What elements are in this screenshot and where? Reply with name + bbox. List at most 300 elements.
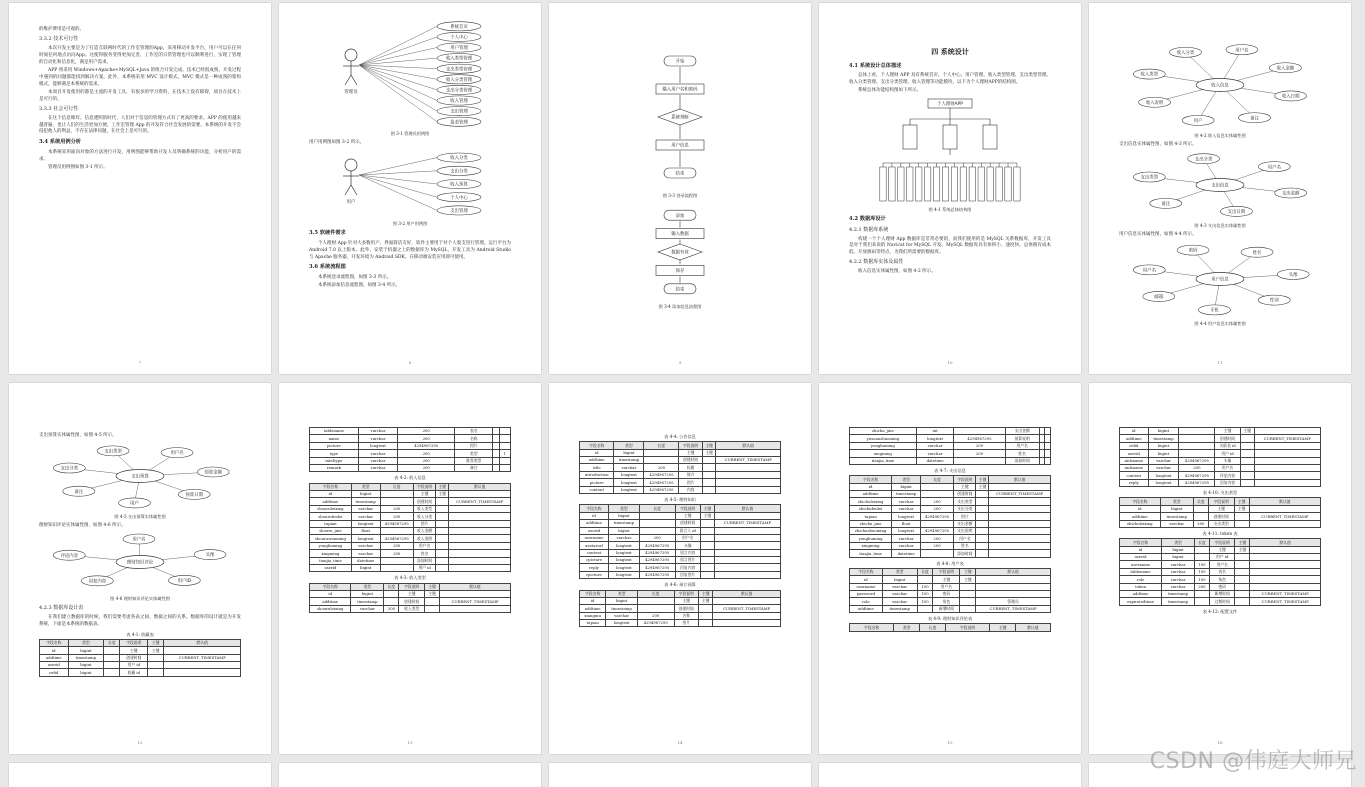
table-row [580, 479, 781, 486]
table-row [310, 535, 511, 542]
table-header-row [310, 583, 511, 590]
page-17[interactable] [9, 763, 271, 787]
table-cell: 200 [1179, 464, 1215, 471]
association-line [359, 65, 437, 122]
column-header: 字段说明 [413, 483, 435, 490]
column-header: 默认值 [714, 505, 780, 512]
table-cell: 200 [398, 464, 455, 471]
paragraph: 本系统登录流程图，如图 3-3 所示。 [318, 275, 392, 281]
paragraph: 理财知识评论实体属性图，如图 4-6 所示。 [39, 523, 126, 529]
table-cell: longtext [609, 557, 640, 564]
column-header: 默认值 [716, 442, 781, 449]
table-cell: picture [310, 442, 359, 449]
table-cell: 预算说明 [1005, 435, 1039, 442]
table-cell [449, 550, 511, 557]
table-cell: 4294967295 [639, 542, 675, 549]
table-cell: 密码 [1209, 583, 1235, 590]
table-cell [1045, 457, 1051, 464]
table-cell: 4294967295 [1179, 457, 1215, 464]
table-cell: timestamp [68, 654, 104, 661]
table-row [850, 591, 1051, 598]
table-cell [714, 512, 780, 519]
table-cell: 收入类型 [413, 505, 435, 512]
table-row [310, 457, 511, 464]
table-cell [436, 550, 449, 557]
column-header: 字段名称 [1120, 539, 1162, 546]
paragraph: 总体上看，个人理财 APP 具有系统首页、个人中心、用户管理、收入类型管理、支出类型管理、收入分类管理、支出分类管理、收入管理等功能模块，以下为个人理财APP的结构图。 [849, 73, 1051, 86]
table-cell [1235, 561, 1250, 568]
attribute-label: 性别 [1269, 298, 1279, 304]
section-heading: 3.3.3 社会可行性 [39, 105, 79, 112]
table-cell: 主键 [700, 512, 714, 519]
page-9[interactable] [549, 3, 811, 374]
table-cell: varchar [1162, 576, 1195, 583]
page-number: 7 [138, 360, 142, 365]
table-cell [976, 491, 989, 498]
table-cell: content [580, 486, 614, 493]
table-cell: content [580, 549, 609, 556]
table-row [850, 435, 1051, 442]
table-cell: 图片 [413, 520, 435, 527]
table-cell: 4294967295 [380, 535, 413, 542]
association-line [359, 171, 437, 175]
attribute-label: 密码 [1188, 248, 1198, 254]
table-cell: shouruleixing [310, 605, 351, 612]
table-cell: 创建时间 [1208, 513, 1234, 520]
section-heading: 4.2.2 数据库实体及属性 [849, 259, 904, 266]
paragraph: 用户用例图如图 3-2 所示。 [309, 140, 365, 146]
table-cell: longtext [358, 442, 397, 449]
column-header: 默认值 [1249, 498, 1320, 505]
table-cell [644, 457, 679, 464]
table-cell: id [40, 647, 69, 654]
column-header: 字段名称 [310, 483, 352, 490]
table-row [310, 513, 511, 520]
table-cell: 200 [380, 542, 413, 549]
table-cell: varchar [882, 583, 917, 590]
column-header: 主键 [1234, 498, 1249, 505]
column-header: 长度 [920, 476, 953, 483]
table-cell [380, 491, 413, 498]
table-row [40, 669, 241, 676]
table-row [580, 457, 781, 464]
column-header: 主键 [1235, 539, 1250, 546]
table-cell: varchar [609, 534, 640, 541]
table-cell: id [310, 591, 351, 598]
table-cell: id [1120, 546, 1162, 553]
table-cell [700, 557, 714, 564]
page-8[interactable] [279, 3, 541, 374]
column-header: 长度 [384, 583, 399, 590]
table-cell: varchar [1148, 457, 1179, 464]
table-row [850, 498, 1051, 505]
table-cell: 头像 [675, 542, 700, 549]
table-cell: addtime [580, 457, 614, 464]
table-cell: 角色 [933, 598, 960, 605]
page-18[interactable] [279, 763, 541, 787]
table-row [580, 471, 781, 478]
table-cell [380, 557, 413, 564]
table-row [40, 654, 241, 661]
table-cell: remark [310, 464, 359, 471]
table-cell: 4294967295 [639, 557, 675, 564]
leaf-module-box [951, 167, 957, 201]
table-row [1120, 472, 1321, 479]
table-cell: 内容 [679, 486, 702, 493]
table-caption: 表 4-6: 预订预算 [664, 582, 696, 588]
table-cell: CURRENT_TIMESTAMP [440, 598, 511, 605]
table-cell: varchar [351, 542, 380, 549]
page-16[interactable] [1089, 383, 1351, 754]
table-cell: 创建时间 [413, 498, 435, 505]
table-row [310, 505, 511, 512]
table-cell: id [850, 483, 892, 490]
table-cell [1194, 554, 1209, 561]
table-cell: varchar [1162, 583, 1195, 590]
table-cell [714, 571, 780, 578]
figure-caption: 图 4-2 收入信息实体属性图 [1194, 133, 1246, 138]
table-cell: refid [40, 669, 69, 676]
column-header: 字段说明 [945, 624, 989, 631]
table-cell [1240, 442, 1254, 449]
leaf-module-box [978, 167, 984, 201]
table-row [40, 647, 241, 654]
table-cell: varchar [1160, 520, 1193, 527]
column-header: 默认值 [1015, 624, 1050, 631]
table-cell: longtext [609, 564, 640, 571]
table-cell: 用户名 [1215, 464, 1240, 471]
actor-head-icon [345, 159, 357, 171]
table-cell: token [1120, 583, 1162, 590]
table-cell [380, 527, 413, 534]
table-cell: timestamp [606, 605, 638, 612]
table-cell: 4294967295 [920, 513, 953, 520]
table-cell: 主键 [674, 597, 699, 604]
table-cell [1254, 472, 1320, 479]
section-heading: 3.5 软硬件需求 [309, 230, 346, 237]
table-cell [1193, 505, 1208, 512]
table-cell: zhichu_jine [850, 520, 892, 527]
figure-caption: 图 3-4 添加信息流程图 [658, 304, 702, 310]
flow-node-label: 输入数据 [671, 232, 689, 238]
table-cell: 100 [917, 583, 933, 590]
flow-node-label: 添加 [675, 214, 685, 220]
page-number: 16 [1217, 740, 1223, 745]
table-row [850, 520, 1051, 527]
table-cell [1240, 464, 1254, 471]
table-row [1120, 513, 1321, 520]
comment-er-diagram [39, 530, 241, 594]
table-cell: 收入金额 [413, 527, 435, 534]
table-cell [989, 513, 1051, 520]
column-header: 类型 [892, 476, 921, 483]
table-cell [700, 571, 714, 578]
leaf-module-box [924, 167, 930, 201]
table-cell: picture [580, 479, 614, 486]
table-row [1120, 546, 1321, 553]
column-header: 字段名称 [40, 639, 69, 646]
paragraph: 本系统采用面向对象的方法进行开发，用例图能够帮助开发人员明确系统的功能，分析用户的需求。 [39, 149, 241, 162]
column-header: 类型 [609, 505, 640, 512]
continued-table [1119, 427, 1321, 487]
table-cell: bigint [351, 591, 384, 598]
figure-caption: 图 3-2 用户用例图 [392, 221, 428, 227]
table-cell: addtime [580, 605, 606, 612]
column-header: 默认值 [989, 476, 1051, 483]
page-19[interactable] [549, 763, 811, 787]
table-header-row [40, 639, 241, 646]
page-20[interactable] [819, 763, 1081, 787]
table-cell: timestamp [892, 491, 921, 498]
page-number: 12 [137, 740, 143, 745]
table-cell: 200 [1194, 583, 1209, 590]
table-cell: shouru_jine [310, 527, 352, 534]
table-cell: 用户 id [1215, 450, 1240, 457]
table-cell: longtext [916, 435, 954, 442]
table-cell: CURRENT_TIMESTAMP [1250, 591, 1321, 598]
table-cell: 4294967295 [1179, 479, 1215, 486]
flow-node-label: 保存 [675, 269, 685, 275]
user-use-case-diagram [309, 147, 511, 219]
table-cell: 100 [917, 591, 933, 598]
entity-label: 用户信息 [1211, 277, 1229, 283]
income-er-diagram [1119, 39, 1321, 131]
column-header: 默认值 [976, 568, 1051, 575]
table-cell: tupian [310, 520, 352, 527]
page-13[interactable] [279, 383, 541, 754]
table-cell: id [850, 576, 883, 583]
table-cell [1250, 576, 1321, 583]
table-cell [449, 542, 511, 549]
root-label: 个人理财APP [937, 101, 963, 107]
table-cell [954, 457, 1005, 464]
page-11[interactable] [1089, 3, 1351, 374]
table-cell: 主键 [1234, 505, 1249, 512]
leaf-module-box [996, 167, 1002, 201]
column-header: 默认值 [440, 583, 511, 590]
table-row [1120, 442, 1321, 449]
table-cell [989, 520, 1051, 527]
add-info-flowchart [569, 202, 791, 302]
table-cell [976, 542, 989, 549]
table-cell: 名称 [455, 435, 493, 442]
table-row [580, 520, 781, 527]
table-cell [1249, 505, 1320, 512]
table-cell: 200 [398, 428, 455, 435]
table-row [580, 549, 781, 556]
column-header: 长度 [644, 442, 679, 449]
table-cell: 主键 [120, 647, 148, 654]
table-cell: 头像 [1215, 457, 1240, 464]
table-cell: 用户名 [933, 583, 960, 590]
table-cell: tablename [310, 428, 359, 435]
attribute-label: 回复内容 [88, 579, 107, 585]
table-cell [976, 591, 1051, 598]
table-cell [976, 583, 1051, 590]
table-cell: xingming [310, 550, 352, 557]
table-cell: 主键 [1208, 505, 1234, 512]
page-15[interactable] [819, 383, 1081, 754]
table-cell: avatarurl [580, 542, 609, 549]
table-cell: zhichuleixing [1120, 520, 1161, 527]
attribute-label: 用户名 [1235, 48, 1249, 54]
table-cell: addtime [580, 520, 609, 527]
table-cell: nickname [1120, 464, 1149, 471]
table-cell [436, 505, 449, 512]
table-cell [1254, 464, 1320, 471]
attribute-label: 用户名 [1267, 165, 1281, 171]
table-cell: zhichu_jine [850, 428, 917, 435]
association-line [359, 65, 437, 90]
column-header: 类型 [614, 442, 644, 449]
table-cell: varchar [358, 435, 397, 442]
column-header: 默认值 [1250, 539, 1321, 546]
table-row [850, 535, 1051, 542]
table-cell [449, 513, 511, 520]
column-header: 类型 [68, 639, 104, 646]
table-cell: 过期时间 [1209, 598, 1235, 605]
table-cell: varchar [358, 428, 397, 435]
page-7[interactable] [9, 3, 271, 374]
table-cell: introduction [580, 471, 614, 478]
table-cell: CURRENT_TIMESTAMP [164, 654, 241, 661]
table-cell [700, 564, 714, 571]
figure-caption: 图 3-1 管理员用例图 [390, 131, 430, 136]
attribute-label: 用户ID [177, 578, 192, 584]
table-cell: 新增时间 [1209, 591, 1235, 598]
page-12[interactable] [9, 383, 271, 754]
table-cell: 200 [380, 505, 413, 512]
actor-leg-icon [351, 75, 357, 85]
table-cell: reply [1120, 479, 1149, 486]
table-cell [1240, 457, 1254, 464]
table-row [850, 598, 1051, 605]
table-row [310, 428, 511, 435]
table-cell [644, 449, 679, 456]
table-cell: varchar [351, 605, 384, 612]
table-caption: 表 4-2: 收入信息 [394, 475, 426, 481]
section-heading: 4.2 数据库设计 [849, 215, 886, 222]
table-cell [920, 483, 953, 490]
table-cell [1235, 576, 1250, 583]
table-row [580, 542, 781, 549]
table-cell: varchar [892, 505, 921, 512]
attribute-label: 收入金额 [1276, 66, 1295, 72]
table-row [850, 505, 1051, 512]
table-cell: datetime [892, 550, 921, 557]
actor-label: 用户 [346, 200, 356, 206]
table-cell [699, 620, 713, 627]
flow-node-label: 结束 [675, 287, 685, 293]
table-row [580, 605, 781, 612]
association-line [359, 65, 437, 101]
column-header: 主键 [425, 583, 440, 590]
column-header: 主键 [960, 568, 976, 575]
table-cell: timestamp [609, 520, 640, 527]
table-cell: shouruwenming [310, 535, 352, 542]
page-10[interactable] [819, 3, 1081, 374]
paragraph: 本系统添加信息流程图，如图 3-4 所示。 [318, 283, 401, 289]
table-cell [639, 520, 675, 527]
table-row [850, 428, 1051, 435]
user-er-diagram [1119, 239, 1321, 319]
table-cell [449, 557, 511, 564]
table-cell [716, 464, 781, 471]
attribute-label: 评论内容 [60, 553, 79, 559]
attribute-label: 用户名 [170, 450, 184, 456]
paragraph: 收入信息实体属性图，如图 4-2 所示。 [858, 269, 936, 275]
table-row [580, 512, 781, 519]
column-header: 主键 [436, 483, 449, 490]
table-cell [1234, 513, 1249, 520]
flow-node-label: 系统判断 [671, 115, 689, 121]
table-cell [702, 464, 716, 471]
expense-type-table [1119, 497, 1321, 528]
table-row [310, 550, 511, 557]
table-cell: 1 [499, 450, 510, 457]
table-cell: 用户 id [120, 662, 148, 669]
use-case-label: 报表管理 [450, 120, 468, 126]
attribute-label: 支出金额 [1281, 191, 1300, 197]
table-cell: inteltype [310, 457, 359, 464]
table-row [1120, 576, 1321, 583]
table-header-row [850, 624, 1051, 631]
table-cell: xiangmu [580, 612, 606, 619]
table-cell [716, 471, 781, 478]
table-cell: 图片 [679, 479, 702, 486]
table-cell: 收入分类 [413, 513, 435, 520]
table-row [850, 491, 1051, 498]
table-row [580, 597, 781, 604]
table-row [580, 449, 781, 456]
table-cell: 200 [637, 612, 674, 619]
table-header-row [850, 568, 1051, 575]
column-header: 类型 [351, 583, 384, 590]
table-cell: 简介 [679, 471, 702, 478]
table-cell: varchar [351, 505, 380, 512]
page-14[interactable] [549, 383, 811, 754]
table-cell [976, 576, 1051, 583]
table-cell: 用户名 [954, 535, 976, 542]
table-cell [1235, 591, 1250, 598]
column-header: 默认值 [713, 590, 781, 597]
table-cell: 4294967295 [644, 471, 679, 478]
table-row [310, 542, 511, 549]
use-case-label: 收入分类 [450, 156, 468, 162]
table-cell [700, 542, 714, 549]
attribute-label: 用户名 [132, 537, 146, 543]
table-cell [702, 471, 716, 478]
table-cell: 200 [380, 513, 413, 520]
table-cell: timestamp [351, 498, 380, 505]
table-cell: tupian [580, 620, 606, 627]
table-header-row [580, 442, 781, 449]
table-row [310, 557, 511, 564]
table-cell: varchar [892, 542, 921, 549]
continued-table [849, 427, 1051, 465]
table-cell [1250, 561, 1321, 568]
table-cell: 标题 [679, 464, 702, 471]
column-header: 长度 [104, 639, 120, 646]
table-cell: longtext [609, 571, 640, 578]
section-heading: 4.1 系统设计总体描述 [849, 62, 902, 69]
table-cell [920, 550, 953, 557]
table-cell [1194, 546, 1209, 553]
table-cell: zhichuleixing [850, 498, 892, 505]
table-cell: timestamp [1160, 513, 1193, 520]
leaf-module-box [916, 167, 922, 201]
table-row [850, 605, 1051, 612]
